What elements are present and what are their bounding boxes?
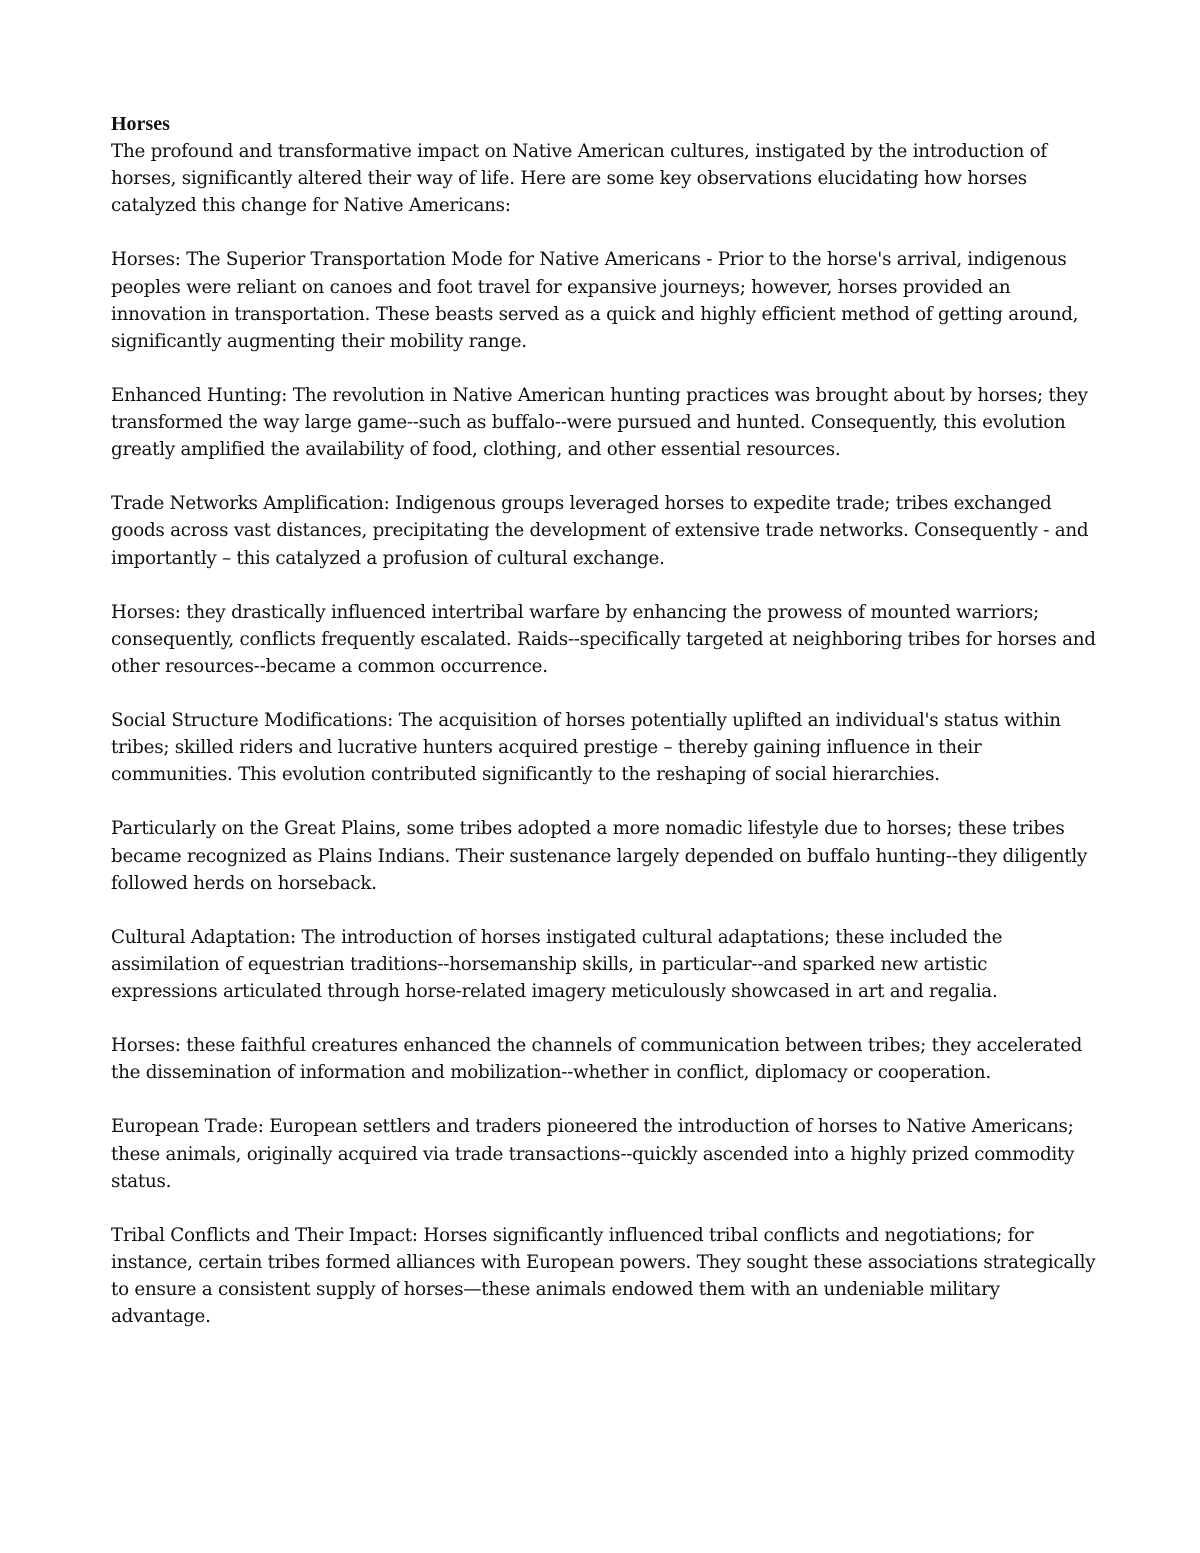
paragraph-intro: The profound and transformative impact on Native American cultures, instigated by the introduction of horses, significantly altered their way of life. Here are some key observations elucidating how horses catalyzed this change for Native Americans: bbox=[111, 141, 1047, 217]
paragraph-european-trade: European Trade: European settlers and traders pioneered the introduction of horses to Native Americans; these animals, originally acquired via trade transactions--quickly ascended into a highly prized commodity status. bbox=[111, 1116, 1075, 1192]
paragraph-social-structure: Social Structure Modifications: The acquisition of horses potentially uplifted an individual's status within tribes; skilled riders and lucrative hunters acquired prestige – thereby gaining influence in their communities. This evolution contributed significantly to the reshaping of social hierarchies. bbox=[111, 710, 1061, 786]
paragraph-warfare: Horses: they drastically influenced intertribal warfare by enhancing the prowess of mounted warriors; consequently, conflicts frequently escalated. Raids--specifically targeted at neighboring tribes for horses and other resources--became a common occurrence. bbox=[111, 601, 1096, 677]
paragraph-trade-networks: Trade Networks Amplification: Indigenous groups leveraged horses to expedite trade; tribes exchanged goods across vast distances, precipitating the development of extensive trade networks. Consequently - and importantly – this catalyzed a profusion of cultural exchange. bbox=[111, 493, 1089, 569]
paragraph-transportation: Horses: The Superior Transportation Mode for Native Americans - Prior to the horse's arrival, indigenous peoples were reliant on canoes and foot travel for expansive journeys; however, horses provided an innovation in transportation. These beasts served as a quick and highly efficient method of getting around, significantly augmenting their mobility range. bbox=[111, 249, 1079, 352]
document-title: Horses bbox=[111, 113, 170, 135]
paragraph-nomadic-lifestyle: Particularly on the Great Plains, some tribes adopted a more nomadic lifestyle due to horses; these tribes became recognized as Plains Indians. Their sustenance largely depended on buffalo hunting--they diligently followed herds on horseback. bbox=[111, 818, 1088, 894]
paragraph-tribal-conflicts: Tribal Conflicts and Their Impact: Horses significantly influenced tribal conflicts and negotiations; for instance, certain tribes formed alliances with European powers. They sought these associations strategically to ensure a consistent supply of horses—these animals endowed them with an undeniable military advantage. bbox=[111, 1224, 1096, 1328]
paragraph-hunting: Enhanced Hunting: The revolution in Native American hunting practices was brought about by horses; they transformed the way large game--such as buffalo--were pursued and hunted. Consequently, this evolution greatly amplified the availability of food, clothing, and other essential resources. bbox=[111, 384, 1088, 461]
paragraph-cultural-adaptation: Cultural Adaptation: The introduction of horses instigated cultural adaptations; these included the assimilation of equestrian traditions--horsemanship skills, in particular--and sparked new artistic expressions articulated through horse-related imagery meticulously showcased in art and regalia. bbox=[111, 926, 1003, 1002]
paragraph-communication: Horses: these faithful creatures enhanced the channels of communication between tribes; they accelerated the dissemination of information and mobilization--whether in conflict, diplomacy or cooperation. bbox=[111, 1035, 1083, 1084]
document-body bbox=[111, 111, 1096, 1357]
